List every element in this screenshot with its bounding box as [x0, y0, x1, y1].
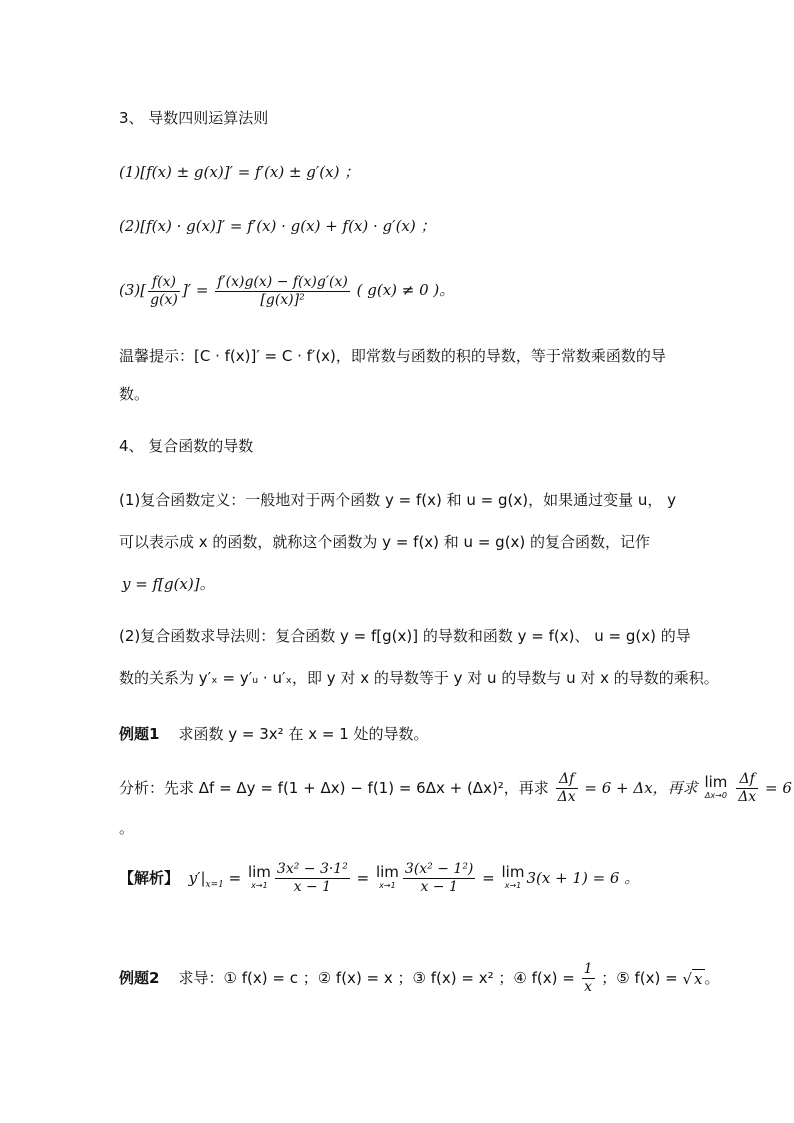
- solution-y-sub: x=1: [205, 880, 224, 890]
- solution-lim3-text: lim: [501, 862, 525, 881]
- analysis-frac-num: Δf: [556, 771, 578, 789]
- section-3-heading: 3、 导数四则运算法则: [119, 109, 269, 127]
- rule3-rhs-num: f′(x)g(x) − f(x)g′(x): [217, 273, 348, 290]
- composite-definition-line-3: y = f[g(x)]。: [122, 575, 215, 593]
- example-2-suffix: ；⑤ f(x) =: [601, 969, 678, 987]
- analysis-frac2-den: Δx: [738, 789, 757, 805]
- rule3-rhs-den: [g(x)]²: [260, 291, 305, 308]
- solution-fraction-1: [275, 861, 350, 896]
- analysis-fraction: [556, 771, 578, 806]
- tip-line-2: 数。: [119, 385, 150, 403]
- solution-lim3-sub: x→1: [504, 880, 522, 890]
- analysis-frac-den: Δx: [557, 789, 576, 805]
- example-2-frac-num: 1: [583, 961, 593, 977]
- composite-definition-line-2: 可以表示成 x 的函数，就称这个函数为 y = f(x) 和 u = g(x) 的复合函数，记作: [119, 533, 651, 551]
- analysis-prefix: 分析：先求 Δf = Δy = f(1 + Δx) − f(1) = 6Δx + (Δx)²，再求: [119, 779, 549, 797]
- solution-lim1-sub: x→1: [251, 880, 268, 890]
- example-2-end: 。: [704, 969, 720, 987]
- solution-lim2-sub: x→1: [379, 880, 396, 890]
- analysis-fraction-2: [736, 771, 758, 806]
- chain-rule-line-1: (2)复合函数求导法则：复合函数 y = f[g(x)] 的导数和函数 y = f(x)、 u = g(x) 的导: [119, 627, 691, 645]
- solution-fraction-2: [403, 861, 476, 896]
- section-4-heading: 4、 复合函数的导数: [119, 437, 254, 455]
- analysis-end: = 6: [764, 779, 792, 797]
- composite-definition-line-1: (1)复合函数定义：一般地对于两个函数 y = f(x) 和 u = g(x)，如果通过变量 u， y: [119, 491, 677, 509]
- example-1-analysis: [119, 768, 792, 808]
- example-2: [119, 958, 720, 999]
- rule3-lhs-num: f(x): [148, 274, 180, 292]
- solution-limit-3: [501, 862, 525, 893]
- analysis-period: 。: [119, 819, 135, 837]
- rule3-prefix: (3)[: [119, 281, 147, 299]
- example-2-label: 例题2: [119, 969, 160, 987]
- solution-frac1-num: 3x² − 3·1²: [276, 861, 348, 877]
- rule3-lhs-fraction: [148, 274, 180, 309]
- sqrt-argument: x: [694, 969, 703, 988]
- chain-rule-line-2: 数的关系为 y′ₓ = y′ᵤ · u′ₓ，即 y 对 x 的导数等于 y 对 u 的导数与 u 对 x 的导数的乘积。: [119, 669, 719, 687]
- solution-frac2-den: x − 1: [420, 879, 458, 895]
- rule3-rhs-fraction: [215, 274, 350, 309]
- solution-frac1-den: x − 1: [293, 879, 332, 895]
- solution-limit-2: [375, 862, 399, 893]
- example-2-frac-den: x: [584, 979, 592, 995]
- sqrt-symbol: √ x: [682, 969, 703, 988]
- example-2-prefix: 求导：① f(x) = c ；② f(x) = x ；③ f(x) = x² ；④ f(x) =: [178, 969, 575, 987]
- analysis-lim-text: lim: [704, 772, 728, 791]
- example-1: [119, 724, 429, 744]
- rule3-lhs-suffix: ]′ =: [181, 281, 209, 299]
- solution-y: y′|: [188, 869, 206, 887]
- example-2-fraction: [582, 961, 595, 996]
- tip-line-1: 温馨提示：[C · f(x)]′ = C · f′(x)，即常数与函数的积的导数，等于常数乘函数的导: [119, 347, 666, 365]
- analysis-lim-sub: Δx→0: [704, 790, 727, 800]
- rule3-lhs-den: g(x): [150, 291, 178, 308]
- analysis-limit: [704, 772, 728, 803]
- quotient-rule-division: [119, 270, 454, 310]
- solution-label: 【解析】: [119, 869, 180, 887]
- example-1-label: 例题1: [119, 725, 160, 743]
- analysis-frac2-num: Δf: [736, 771, 758, 789]
- analysis-mid: = 6 + Δx，再求: [584, 779, 698, 797]
- solution-limit-1: [247, 862, 271, 893]
- example-1-solution: 【解析】 $y'|_{x=1}$ = lim x→1 $\frac{\text{3x² − 3·1²}}{x - 1}$ = lim x→1 $\frac{\text{3(x² − 1²)}}{x - 1}$ = lim x→1 3(x + 1) = 6 。: [119, 861, 640, 895]
- solution-lim2-text: lim: [375, 862, 399, 881]
- solution-frac2-num: 3(x² − 1²): [404, 861, 474, 877]
- solution-lim1-text: lim: [247, 862, 271, 881]
- solution-last: 3(x + 1) = 6 。: [526, 869, 640, 887]
- example-1-question: 求函数 y = 3x² 在 x = 1 处的导数。: [178, 725, 429, 743]
- quotient-rule-product: (2)[f(x) · g(x)]′ = f′(x) · g(x) + f(x) · g′(x) ；: [119, 217, 436, 235]
- quotient-rule-sum: (1)[f(x) ± g(x)]′ = f′(x) ± g′(x) ；: [119, 163, 360, 181]
- rule3-condition: ( g(x) ≠ 0 )。: [356, 281, 455, 299]
